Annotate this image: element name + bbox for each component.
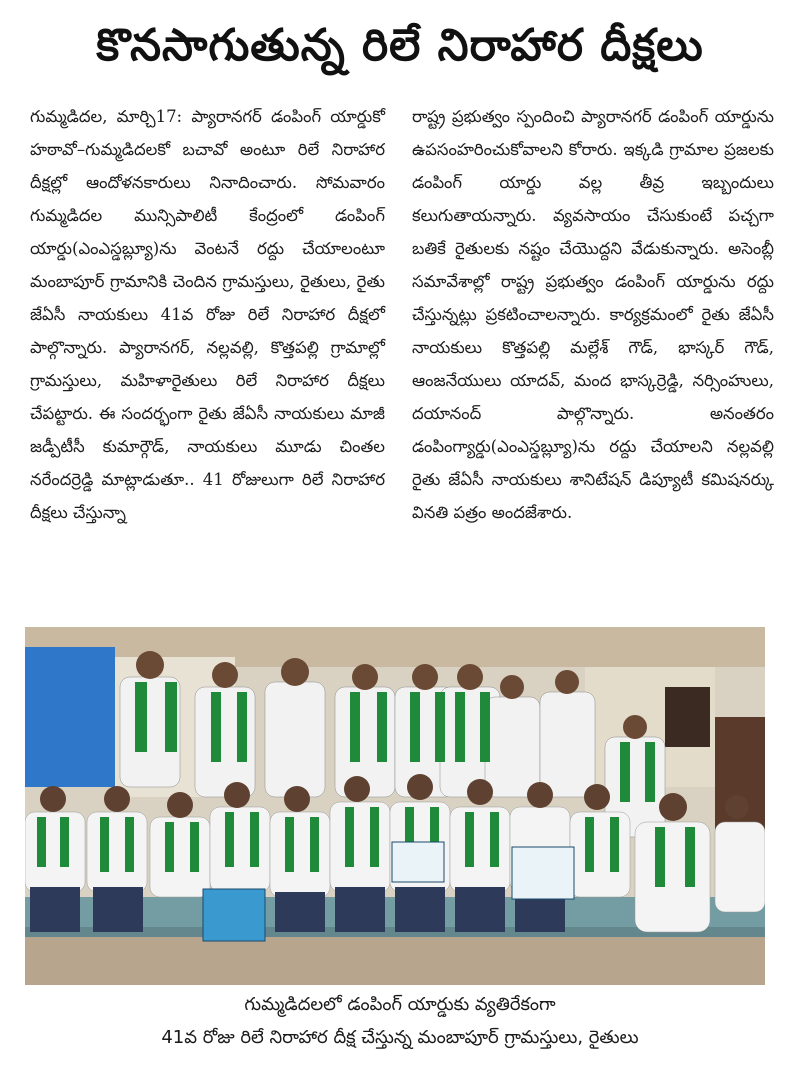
article-column-left [30, 100, 385, 529]
protest-photo [25, 627, 765, 985]
article-column-right [412, 100, 774, 529]
headline: కొనసాగుతున్న రిలే నిరాహార దీక్షలు [96, 20, 704, 71]
caption-line-2: 41వ రోజు రిలే నిరాహార దీక్ష చేస్తున్న మంబాపూర్ గ్రామస్తులు, రైతులు [161, 1027, 639, 1048]
caption-line-1: గుమ్మడిదలలో డంపింగ్ యార్డుకు వ్యతిరేకంగా [244, 994, 556, 1015]
article-text-right: రాష్ట్ర ప్రభుత్వం స్పందించి ప్యారానగర్ డంపింగ్ యార్డును ఉపసంహరించుకోవాలని కోరారు. ఇక్కడి గ్రామాల ప్రజలకు డంపింగ్ యార్డు వల్ల తీవ్ర ఇబ్బందులు కలుగుతాయన్నారు. వ్యవసాయం చేసుకుంటే పచ్చగా బతికే రైతులకు నష్టం చేయొద్దని వేడుకున్నారు. అసెంబ్లీ సమావేశాల్లో రాష్ట్ర ప్రభుత్వం డంపింగ్ యార్డును రద్దు చేస్తున్నట్లు ప్రకటించాలన్నారు. కార్యక్రమంలో రైతు జేఏసీ నాయకులు కొత్తపల్లి మల్లేశ్ గౌడ్, భాస్కర్ గౌడ్, ఆంజనేయులు యాదవ్, మంద భాస్కర్రెడ్డి, నర్సింహులు, దయానంద్ పాల్గొన్నారు. అనంతరం డంపింగ్యార్డు(ఎంఎస్డబ్ల్యూ)ను రద్దు చేయాలని నల్లవల్లి రైతు జేఏసీ నాయకులు శానిటేషన్ డిప్యూటీ కమిషనర్కు వినతి పత్రం అందజేశారు. [412, 107, 774, 522]
photo-caption [0, 988, 800, 1054]
article-text-left: గుమ్మడిదల, మార్చి17: ప్యారానగర్ డంపింగ్ యార్డుకో హఠావో–గుమ్మడిదలకో బచావో అంటూ రిలే నిరాహార దీక్షల్లో ఆందోళనకారులు నినాదించారు. సోమవారం గుమ్మడిదల మున్సిపాలిటీ కేంద్రంలో డంపింగ్ యార్డు(ఎంఎస్డబ్ల్యూ)ను వెంటనే రద్దు చేయాలంటూ మంబాపూర్ గ్రామానికి చెందిన గ్రామస్తులు, రైతులు, రైతు జేఏసీ నాయకులు 41వ రోజు రిలే నిరాహార దీక్షలో పాల్గొన్నారు. ప్యారానగర్, నల్లవల్లి, కొత్తపల్లి గ్రామాల్లో గ్రామస్తులు, మహిళారైతులు రిలే నిరాహార దీక్షలు చేపట్టారు. ఈ సందర్భంగా రైతు జేఏసీ నాయకులు మాజీ జడ్పీటీసీ కుమార్గౌడ్, నాయకులు మూడు చింతల నరేందర్రెడ్డి మాట్లాడుతూ.. 41 రోజులుగా రిలే నిరాహార దీక్షలు చేస్తున్నా [30, 107, 385, 522]
group-protest-photo-icon [25, 627, 765, 985]
